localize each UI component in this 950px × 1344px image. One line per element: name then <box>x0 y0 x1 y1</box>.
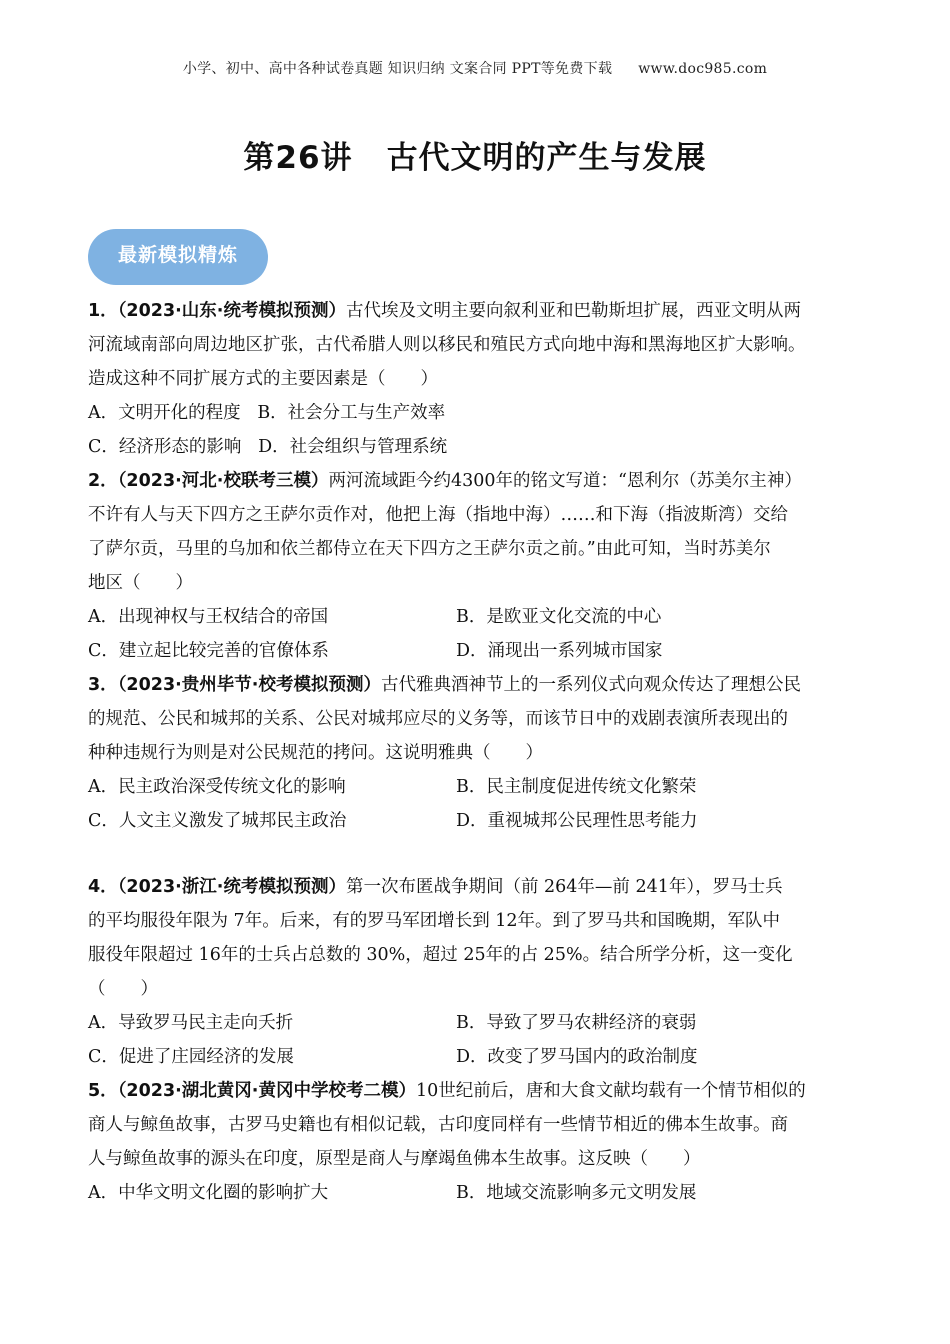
question-text: 了萨尔贡，马里的乌加和依兰都侍立在天下四方之王萨尔贡之前。”由此可知，当时苏美尔 <box>88 539 771 559</box>
page-title <box>0 132 950 177</box>
page-header <box>0 58 950 78</box>
question-text: 10世纪前后，唐和大食文献均载有一个情节相似的 <box>415 1081 806 1101</box>
question-text: 种种违规行为则是对公民规范的拷问。这说明雅典（ ） <box>88 743 543 763</box>
question-number: 4． <box>88 877 118 897</box>
option-d[interactable]: D．改变了罗马国内的政治制度 <box>456 1047 698 1067</box>
section-badge: 最新模拟精炼 <box>88 229 268 285</box>
option-b[interactable]: B．民主制度促进传统文化繁荣 <box>456 777 697 797</box>
question-text: 古代埃及文明主要向叙利亚和巴勒斯坦扩展，西亚文明从两 <box>345 301 801 321</box>
question-text: 不许有人与天下四方之王萨尔贡作对，他把上海（指地中海）……和下海（指波斯湾）交给 <box>88 505 788 525</box>
option-a[interactable]: A．出现神权与王权结合的帝国 <box>88 607 329 627</box>
question-1 <box>88 294 863 464</box>
question-source: （2023·山东·统考模拟预测） <box>117 301 346 321</box>
question-2 <box>88 464 863 668</box>
option-c[interactable]: C．建立起比较完善的官僚体系 <box>88 641 329 661</box>
question-text: 服役年限超过 16年的士兵占总数的 30%，超过 25年的占 25%。结合所学分析，这一变化 <box>88 945 793 965</box>
header-text: 小学、初中、高中各种试卷真题 知识归纳 文案合同 PPT等免费下载 <box>182 61 613 77</box>
question-text: 的平均服役年限为 7年。后来，有的罗马军团增长到 12年。到了罗马共和国晚期，军队中 <box>88 911 781 931</box>
question-text: 人与鲸鱼故事的源头在印度，原型是商人与摩竭鱼佛本生故事。这反映（ ） <box>88 1149 701 1169</box>
option-b[interactable]: B．地域交流影响多元文明发展 <box>456 1183 697 1203</box>
question-text: 商人与鲸鱼故事，古罗马史籍也有相似记载，古印度同样有一些情节相近的佛本生故事。商 <box>88 1115 788 1135</box>
option-b[interactable]: B．是欧亚文化交流的中心 <box>456 607 662 627</box>
question-source: （2023·浙江·统考模拟预测） <box>117 877 346 897</box>
question-text: 河流域南部向周边地区扩张，古代希腊人则以移民和殖民方式向地中海和黑海地区扩大影响。 <box>88 335 806 355</box>
question-number: 3． <box>88 675 118 695</box>
question-source: （2023·湖北黄冈·黄冈中学校考二模） <box>117 1081 416 1101</box>
lecture-number: 第26讲 <box>243 140 353 176</box>
question-number: 1． <box>88 301 118 321</box>
question-text: 造成这种不同扩展方式的主要因素是（ ） <box>88 369 438 389</box>
option-a[interactable]: A．民主政治深受传统文化的影响 <box>88 777 346 797</box>
question-source: （2023·河北·校联考三模） <box>117 471 329 491</box>
question-source: （2023·贵州毕节·校考模拟预测） <box>117 675 381 695</box>
option-line[interactable]: C．经济形态的影响 D．社会组织与管理系统 <box>88 437 448 457</box>
header-site[interactable]: www.doc985.com <box>638 61 768 77</box>
question-5 <box>88 1074 863 1210</box>
option-c[interactable]: C．人文主义激发了城邦民主政治 <box>88 811 347 831</box>
option-d[interactable]: D．重视城邦公民理性思考能力 <box>456 811 698 831</box>
option-c[interactable]: C．促进了庄园经济的发展 <box>88 1047 294 1067</box>
question-number: 5． <box>88 1081 118 1101</box>
question-3 <box>88 668 863 838</box>
option-line[interactable]: A．文明开化的程度 B．社会分工与生产效率 <box>88 403 446 423</box>
option-d[interactable]: D．涌现出一系列城市国家 <box>456 641 663 661</box>
question-4 <box>88 870 863 1074</box>
question-text: 地区（ ） <box>88 573 193 593</box>
question-number: 2． <box>88 471 118 491</box>
question-text: 的规范、公民和城邦的关系、公民对城邦应尽的义务等，而该节日中的戏剧表演所表现出的 <box>88 709 788 729</box>
option-a[interactable]: A．中华文明文化圈的影响扩大 <box>88 1183 329 1203</box>
question-text: （ ） <box>88 979 158 999</box>
option-b[interactable]: B．导致了罗马农耕经济的衰弱 <box>456 1013 697 1033</box>
question-text: 两河流域距今约4300年的铭文写道：“恩利尔（苏美尔主神） <box>328 471 802 491</box>
question-text: 第一次布匿战争期间（前 264年—前 241年），罗马士兵 <box>345 877 783 897</box>
lecture-topic: 古代文明的产生与发展 <box>386 140 707 176</box>
question-text: 古代雅典酒神节上的一系列仪式向观众传达了理想公民 <box>380 675 801 695</box>
option-a[interactable]: A．导致罗马民主走向夭折 <box>88 1013 294 1033</box>
